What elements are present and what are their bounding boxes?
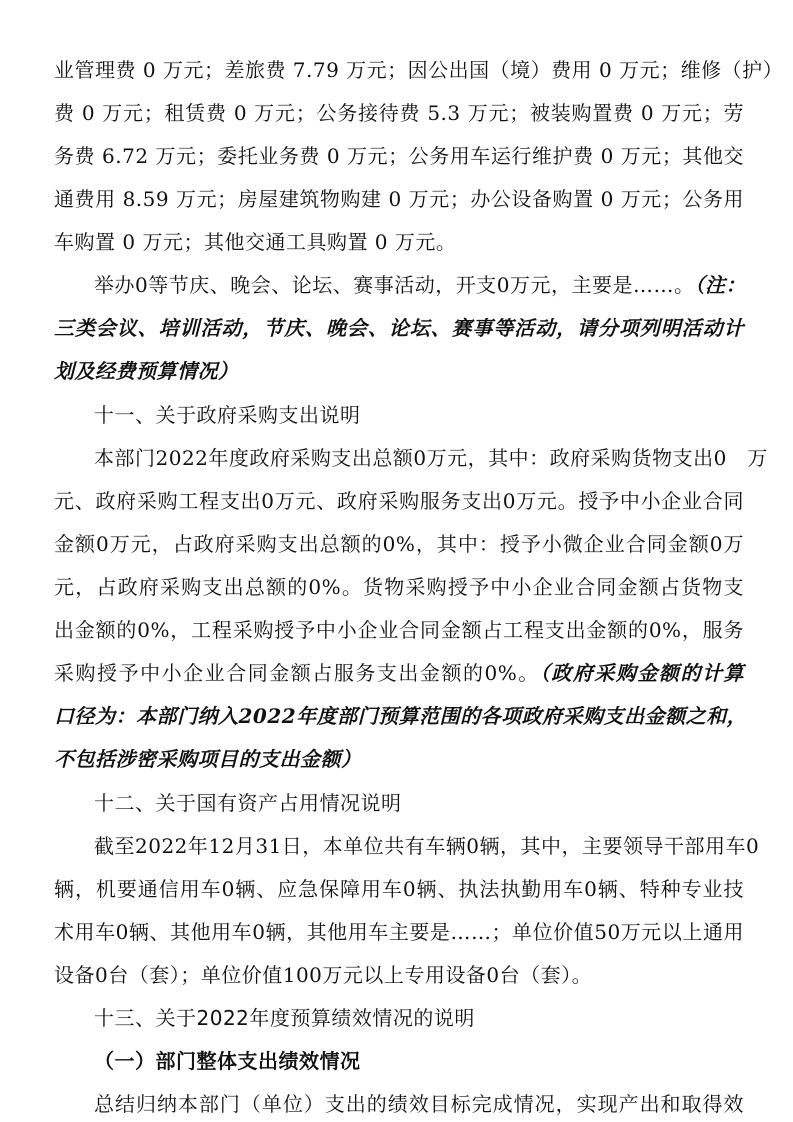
paragraph-line: [54, 229, 744, 255]
note-line: [54, 703, 748, 729]
paragraph-line: [54, 488, 744, 514]
paragraph-line: [54, 57, 784, 83]
paragraph-line: [54, 186, 744, 212]
section-heading-12: [94, 790, 784, 816]
paragraph-line: [94, 833, 760, 859]
paragraph-line: [54, 617, 744, 643]
paragraph-line: [94, 445, 768, 471]
heading-text: 十三、关于2022年度预算绩效情况的说明: [94, 1006, 475, 1030]
paragraph-line: [94, 272, 744, 298]
paragraph-line: [54, 876, 744, 902]
note-text: （注：: [694, 273, 746, 297]
text-span: 元，占政府采购支出总额的0%。货物采购授予中小企业合同金额占货物支: [54, 575, 744, 599]
note-text: 三类会议、培训活动，节庆、晚会、论坛、赛事等活动，请分项列明活动计: [54, 316, 744, 340]
section-heading-11: [94, 402, 784, 428]
note-text: 口径为：本部门纳入2022年度部门预算范围的各项政府采购支出金额之和，: [54, 704, 748, 728]
paragraph-line: [54, 143, 744, 169]
note-line: [54, 746, 744, 772]
paragraph-line: [54, 919, 744, 945]
text-span: 元、政府采购工程支出0万元、政府采购服务支出0万元。授予中小企业合同: [54, 489, 744, 513]
paragraph-line: [54, 531, 744, 557]
text-span: 务费 6.72 万元；委托业务费 0 万元；公务用车运行维护费 0 万元；其他交: [54, 144, 744, 168]
text-span: 金额0万元，占政府采购支出总额的0%，其中：授予小微企业合同金额0万: [54, 532, 744, 556]
paragraph-line: [54, 574, 744, 600]
text-span: 费 0 万元；租赁费 0 万元；公务接待费 5.3 万元；被装购置费 0 万元；劳: [54, 101, 744, 125]
subsection-heading: [94, 1048, 784, 1074]
text-span: 辆，机要通信用车0辆、应急保障用车0辆、执法执勤用车0辆、特种专业技: [54, 877, 744, 901]
paragraph-line: [54, 100, 744, 126]
paragraph-line: [54, 660, 744, 686]
text-span: 本部门2022年度政府采购支出总额0万元，其中：政府采购货物支出0 万: [94, 446, 768, 470]
text-span: 出金额的0%，工程采购授予中小企业合同金额占工程支出金额的0%，服务: [54, 618, 744, 642]
heading-text: 十二、关于国有资产占用情况说明: [94, 791, 402, 815]
section-heading-13: [94, 1005, 784, 1031]
heading-text: 十一、关于政府采购支出说明: [94, 403, 361, 427]
note-line: [54, 358, 744, 384]
note-text: 不包括涉密采购项目的支出金额）: [54, 747, 362, 771]
text-span: 术用车0辆、其他用车0辆，其他用车主要是……；单位价值50万元以上通用: [54, 920, 744, 944]
text-span: 总结归纳本部门（单位）支出的绩效目标完成情况，实现产出和取得效: [94, 1092, 744, 1116]
note-line: [54, 315, 744, 341]
paragraph-line: [94, 1091, 744, 1117]
note-text: 划及经费预算情况）: [54, 359, 239, 383]
note-text: （政府采购金额的计算: [539, 661, 745, 685]
text-span: 举办0等节庆、晚会、论坛、赛事活动，开支0万元，主要是……。: [94, 273, 695, 297]
paragraph-line: [54, 962, 744, 988]
text-span: 设备0台（套）；单位价值100万元以上专用设备0台（套）。: [54, 963, 593, 987]
text-span: 通费用 8.59 万元；房屋建筑物购建 0 万元；办公设备购置 0 万元；公务用: [54, 187, 744, 211]
heading-text: （一）部门整体支出绩效情况: [94, 1049, 361, 1073]
text-span: 截至2022年12月31日，本单位共有车辆0辆，其中，主要领导干部用车0: [94, 834, 760, 858]
text-span: 业管理费 0 万元；差旅费 7.79 万元；因公出国（境）费用 0 万元；维修（护）: [54, 58, 784, 82]
text-span: 采购授予中小企业合同金额占服务支出金额的0%。: [54, 661, 540, 685]
text-span: 车购置 0 万元；其他交通工具购置 0 万元。: [54, 230, 457, 254]
